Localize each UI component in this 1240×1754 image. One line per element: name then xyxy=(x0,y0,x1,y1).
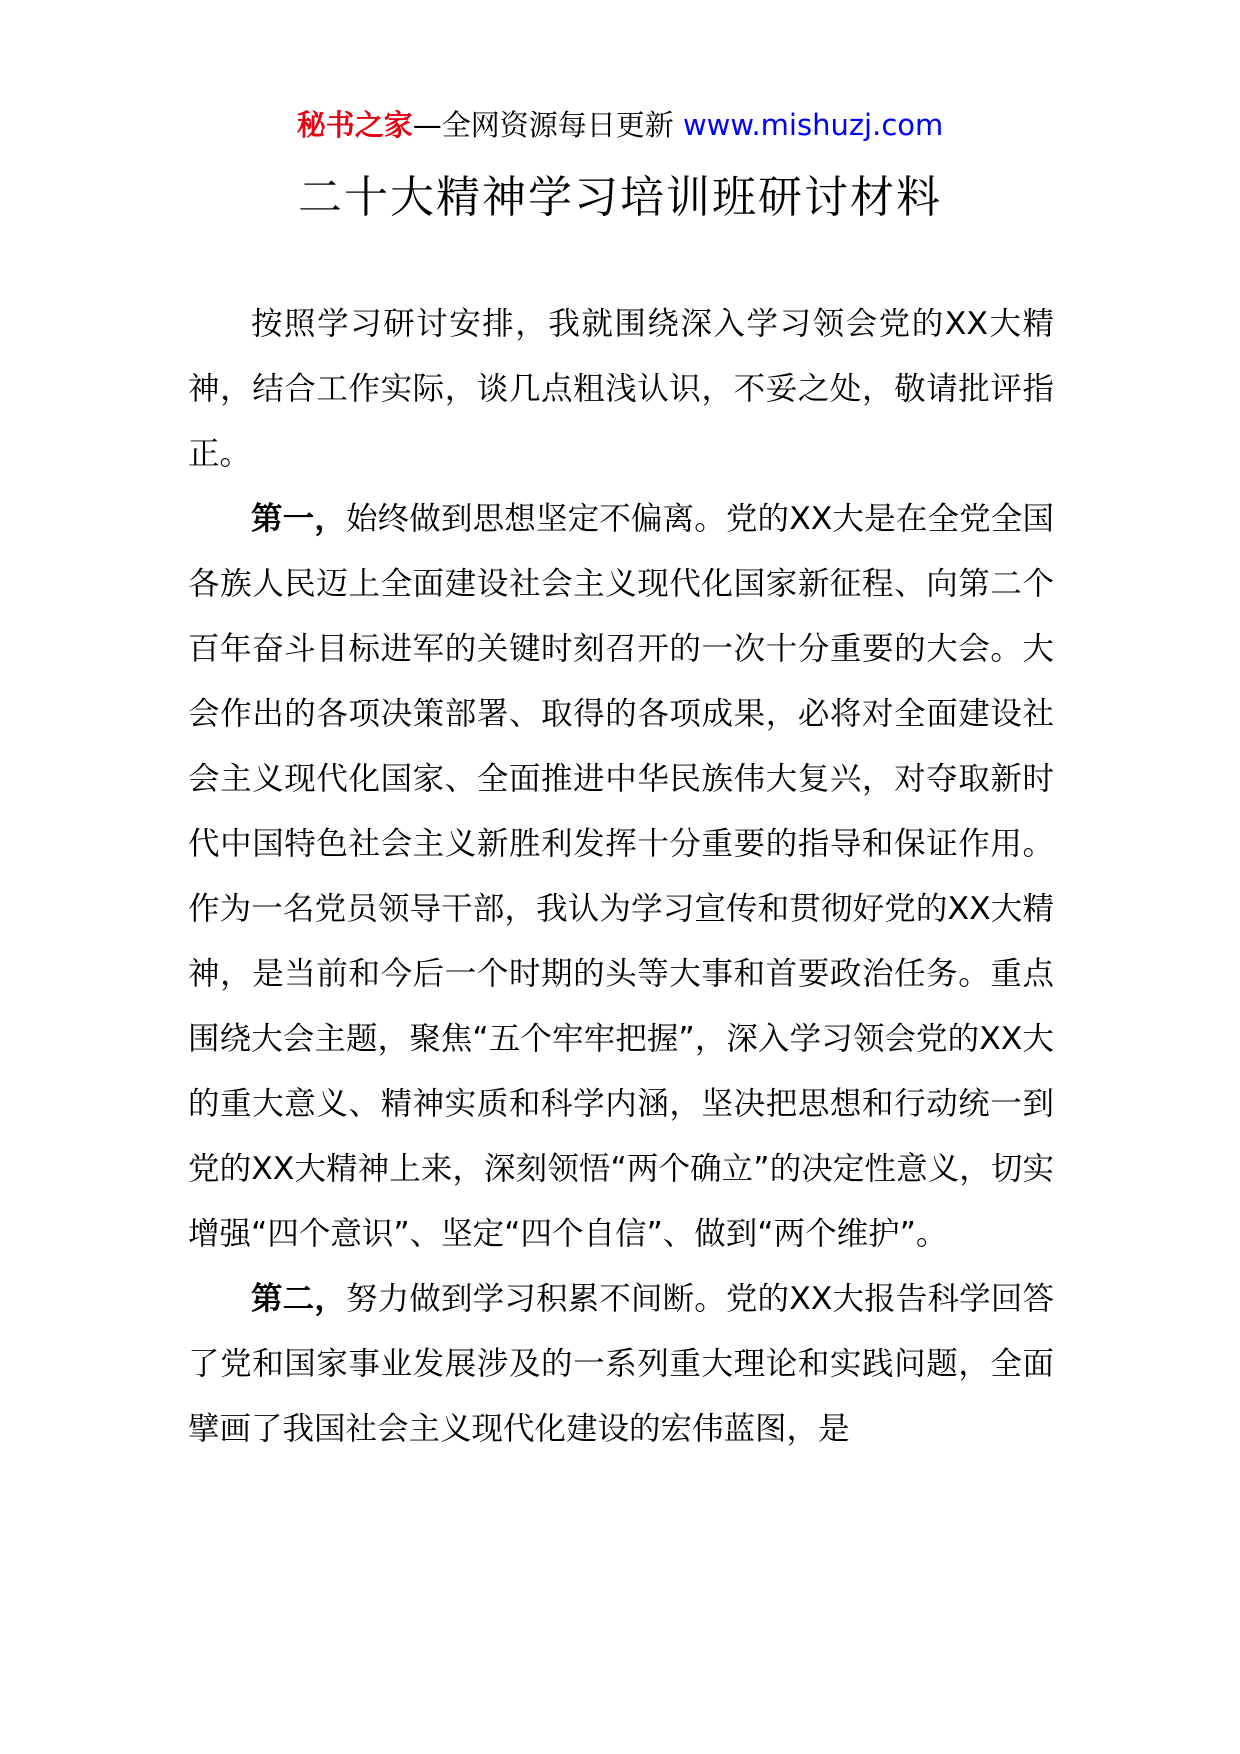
paragraph-first-text: 始终做到思想坚定不偏离。党的XX大是在全党全国各族人民迈上全面建设社会主义现代化国家新征程、向第二个百年奋斗目标进军的关键时刻召开的一次十分重要的大会。大会作出的各项决策部署、取得的各项成果，必将对全面建设社会主义现代化国家、全面推进中华民族伟大复兴，对夺取新时代中国特色社会主义新胜利发挥十分重要的指导和保证作用。作为一名党员领导干部，我认为学习宣传和贯彻好党的XX大精神，是当前和今后一个时期的头等大事和首要政治任务。重点围绕大会主题，聚焦“五个牢牢把握”，深入学习领会党的XX大的重大意义、精神实质和科学内涵，坚决把思想和行动统一到党的XX大精神上来，深刻领悟“两个确立”的决定性意义，切实增强“四个意识”、坚定“四个自信”、做到“两个维护”。 xyxy=(188,501,1054,1252)
paragraph-second-text: 努力做到学习积累不间断。党的XX大报告科学回答了党和国家事业发展涉及的一系列重大理论和实践问题，全面擘画了我国社会主义现代化建设的宏伟蓝图，是 xyxy=(188,1281,1054,1447)
document-body xyxy=(188,292,1054,1462)
paragraph-first-point xyxy=(188,487,1054,1267)
paragraph-second-lead: 第二， xyxy=(251,1281,346,1317)
document-title: 二十大精神学习培训班研讨材料 xyxy=(298,172,942,223)
paragraph-intro xyxy=(188,292,1054,487)
paragraph-first-lead: 第一， xyxy=(251,501,346,537)
site-tagline: —全网资源每日更新 xyxy=(412,108,674,142)
paragraph-intro-text: 按照学习研讨安排，我就围绕深入学习领会党的XX大精神，结合工作实际，谈几点粗浅认识，不妥之处，敬请批评指正。 xyxy=(188,306,1054,472)
paragraph-second-point xyxy=(188,1267,1054,1462)
site-name: 秘书之家 xyxy=(296,108,413,142)
site-banner xyxy=(0,103,1240,147)
site-url-link[interactable]: www.mishuzj.com xyxy=(682,108,944,142)
